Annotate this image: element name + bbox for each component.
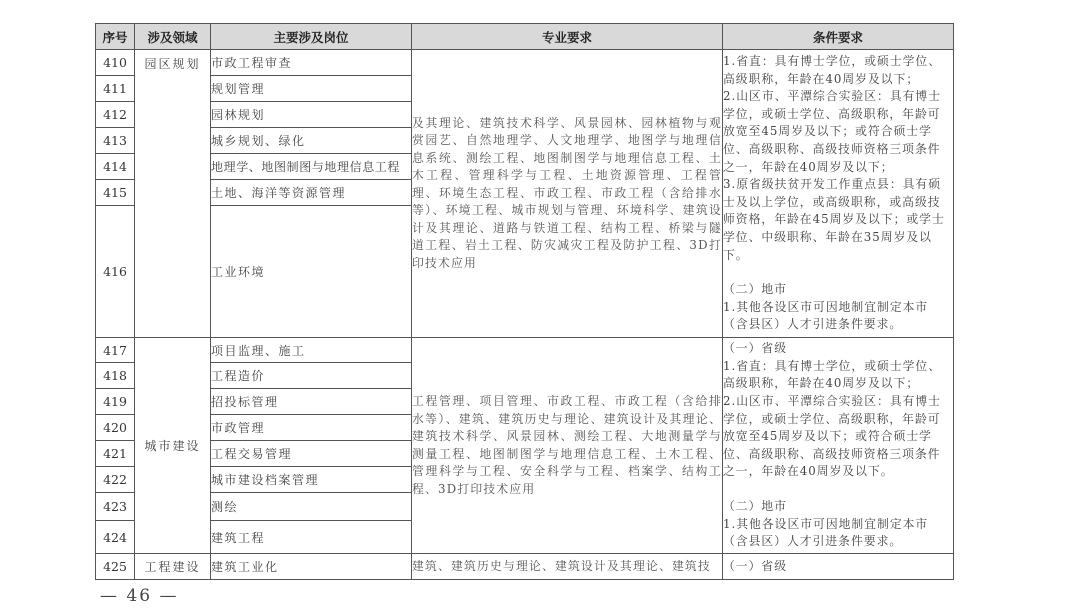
header-serial: 序号	[96, 24, 135, 50]
serial-cell: 414	[96, 154, 135, 180]
serial-cell: 424	[96, 521, 135, 554]
table-header-row	[96, 24, 954, 50]
condition-line: （一）省级	[723, 341, 787, 356]
major-cell: 建筑、建筑历史与理论、建筑设计及其理论、建筑技	[412, 554, 723, 580]
area-cell: 工程建设	[135, 554, 211, 580]
serial-cell: 421	[96, 441, 135, 467]
spacer	[723, 264, 953, 281]
position-cell: 规划管理	[211, 76, 412, 102]
serial-cell: 417	[96, 338, 135, 363]
position-cell: 工业环境	[211, 206, 412, 338]
serial-cell: 420	[96, 415, 135, 441]
condition-line: 1.其他各设区市可因地制宜制定本市（含县区）人才引进条件要求。	[723, 516, 929, 549]
position-cell: 招投标管理	[211, 389, 412, 415]
conditions-cell	[723, 554, 954, 580]
position-cell: 项目监理、施工	[211, 338, 412, 363]
serial-cell: 411	[96, 76, 135, 102]
serial-cell: 410	[96, 50, 135, 76]
serial-cell: 419	[96, 389, 135, 415]
serial-cell: 425	[96, 554, 135, 580]
position-cell: 工程造价	[211, 363, 412, 389]
major-cell: 工程管理、项目管理、市政工程、市政工程（含给排水等）、建筑、建筑历史与理论、建筑设计及其理论、建筑技术科学、风景园林、测绘工程、大地测量学与测量工程、地图制图学与地理信息工程、土木工程、管理科学与工程、安全科学与工程、档案学、结构工程、3D打印技术应用	[412, 338, 723, 554]
position-cell: 市政管理	[211, 415, 412, 441]
serial-cell: 422	[96, 467, 135, 493]
position-cell: 城市建设档案管理	[211, 467, 412, 493]
header-conditions: 条件要求	[723, 24, 954, 50]
position-cell: 城乡规划、绿化	[211, 128, 412, 154]
table-row	[96, 50, 954, 76]
area-cell: 园区规划	[135, 50, 211, 338]
serial-cell: 412	[96, 102, 135, 128]
condition-line: （二）地市	[723, 498, 787, 513]
position-cell: 园林规划	[211, 102, 412, 128]
position-cell: 地理学、地图制图与地理信息工程	[211, 154, 412, 180]
condition-line: （一）省级	[723, 558, 787, 573]
condition-line: 2.山区市、平潭综合实验区：具有博士学位，或硕士学位、高级职称，年龄可放宽至45周岁及以下；或符合硕士学位、高级职称、高级技师资格三项条件之一，年龄在40周岁及以下；	[723, 89, 942, 174]
serial-cell: 423	[96, 493, 135, 521]
serial-cell: 415	[96, 180, 135, 206]
major-cell: 及其理论、建筑技术科学、风景园林、园林植物与观赏园艺、自然地理学、人文地理学、地图学与地理信息系统、测绘工程、地图制图学与地理信息工程、土木工程、管理科学与工程、土地资源管理、工程管理、环境生态工程、市政工程、市政工程（含给排水等）、环境工程、城市规划与管理、环境科学、建筑设计及其理论、道路与铁道工程、结构工程、桥梁与隧道工程、岩土工程、防灾减灾工程及防护工程、3D打印技术应用	[412, 50, 723, 338]
condition-line: 3.原省级扶贫开发工作重点县：具有硕士及以上学位，或高级职称，或高级技师资格，年龄在45周岁及以下；或学士学位、中级职称、年龄在35周岁及以下。	[723, 177, 945, 262]
header-position: 主要涉及岗位	[211, 24, 412, 50]
condition-line: 1.省直：具有博士学位，或硕士学位、高级职称，年龄在40周岁及以下；	[723, 54, 942, 86]
condition-line: 2.山区市、平潭综合实验区：具有博士学位，或硕士学位、高级职称，年龄可放宽至45周岁及以下；或符合硕士学位、高级职称、高级技师资格三项条件之一，年龄在40周岁及以下。	[723, 394, 942, 479]
position-cell: 建筑工程	[211, 521, 412, 554]
page-number: — 46 —	[100, 586, 179, 606]
position-cell: 测绘	[211, 493, 412, 521]
serial-cell: 418	[96, 363, 135, 389]
condition-line: 1.其他各设区市可因地制宜制定本市（含县区）人才引进条件要求。	[723, 299, 929, 332]
condition-line: 1.省直：具有博士学位，或硕士学位、高级职称，年龄在40周岁及以下；	[723, 358, 942, 391]
table-row	[96, 554, 954, 580]
conditions-cell	[723, 50, 954, 338]
area-cell: 城市建设	[135, 338, 211, 554]
position-cell: 建筑工业化	[211, 554, 412, 580]
position-cell: 市政工程审查	[211, 50, 412, 76]
talent-requirements-table	[95, 23, 954, 580]
header-area: 涉及领域	[135, 24, 211, 50]
table-row	[96, 338, 954, 363]
conditions-cell	[723, 338, 954, 554]
header-major: 专业要求	[412, 24, 723, 50]
spacer	[723, 481, 953, 498]
condition-line: （二）地市	[723, 282, 787, 297]
serial-cell: 416	[96, 206, 135, 338]
serial-cell: 413	[96, 128, 135, 154]
position-cell: 工程交易管理	[211, 441, 412, 467]
position-cell: 土地、海洋等资源管理	[211, 180, 412, 206]
